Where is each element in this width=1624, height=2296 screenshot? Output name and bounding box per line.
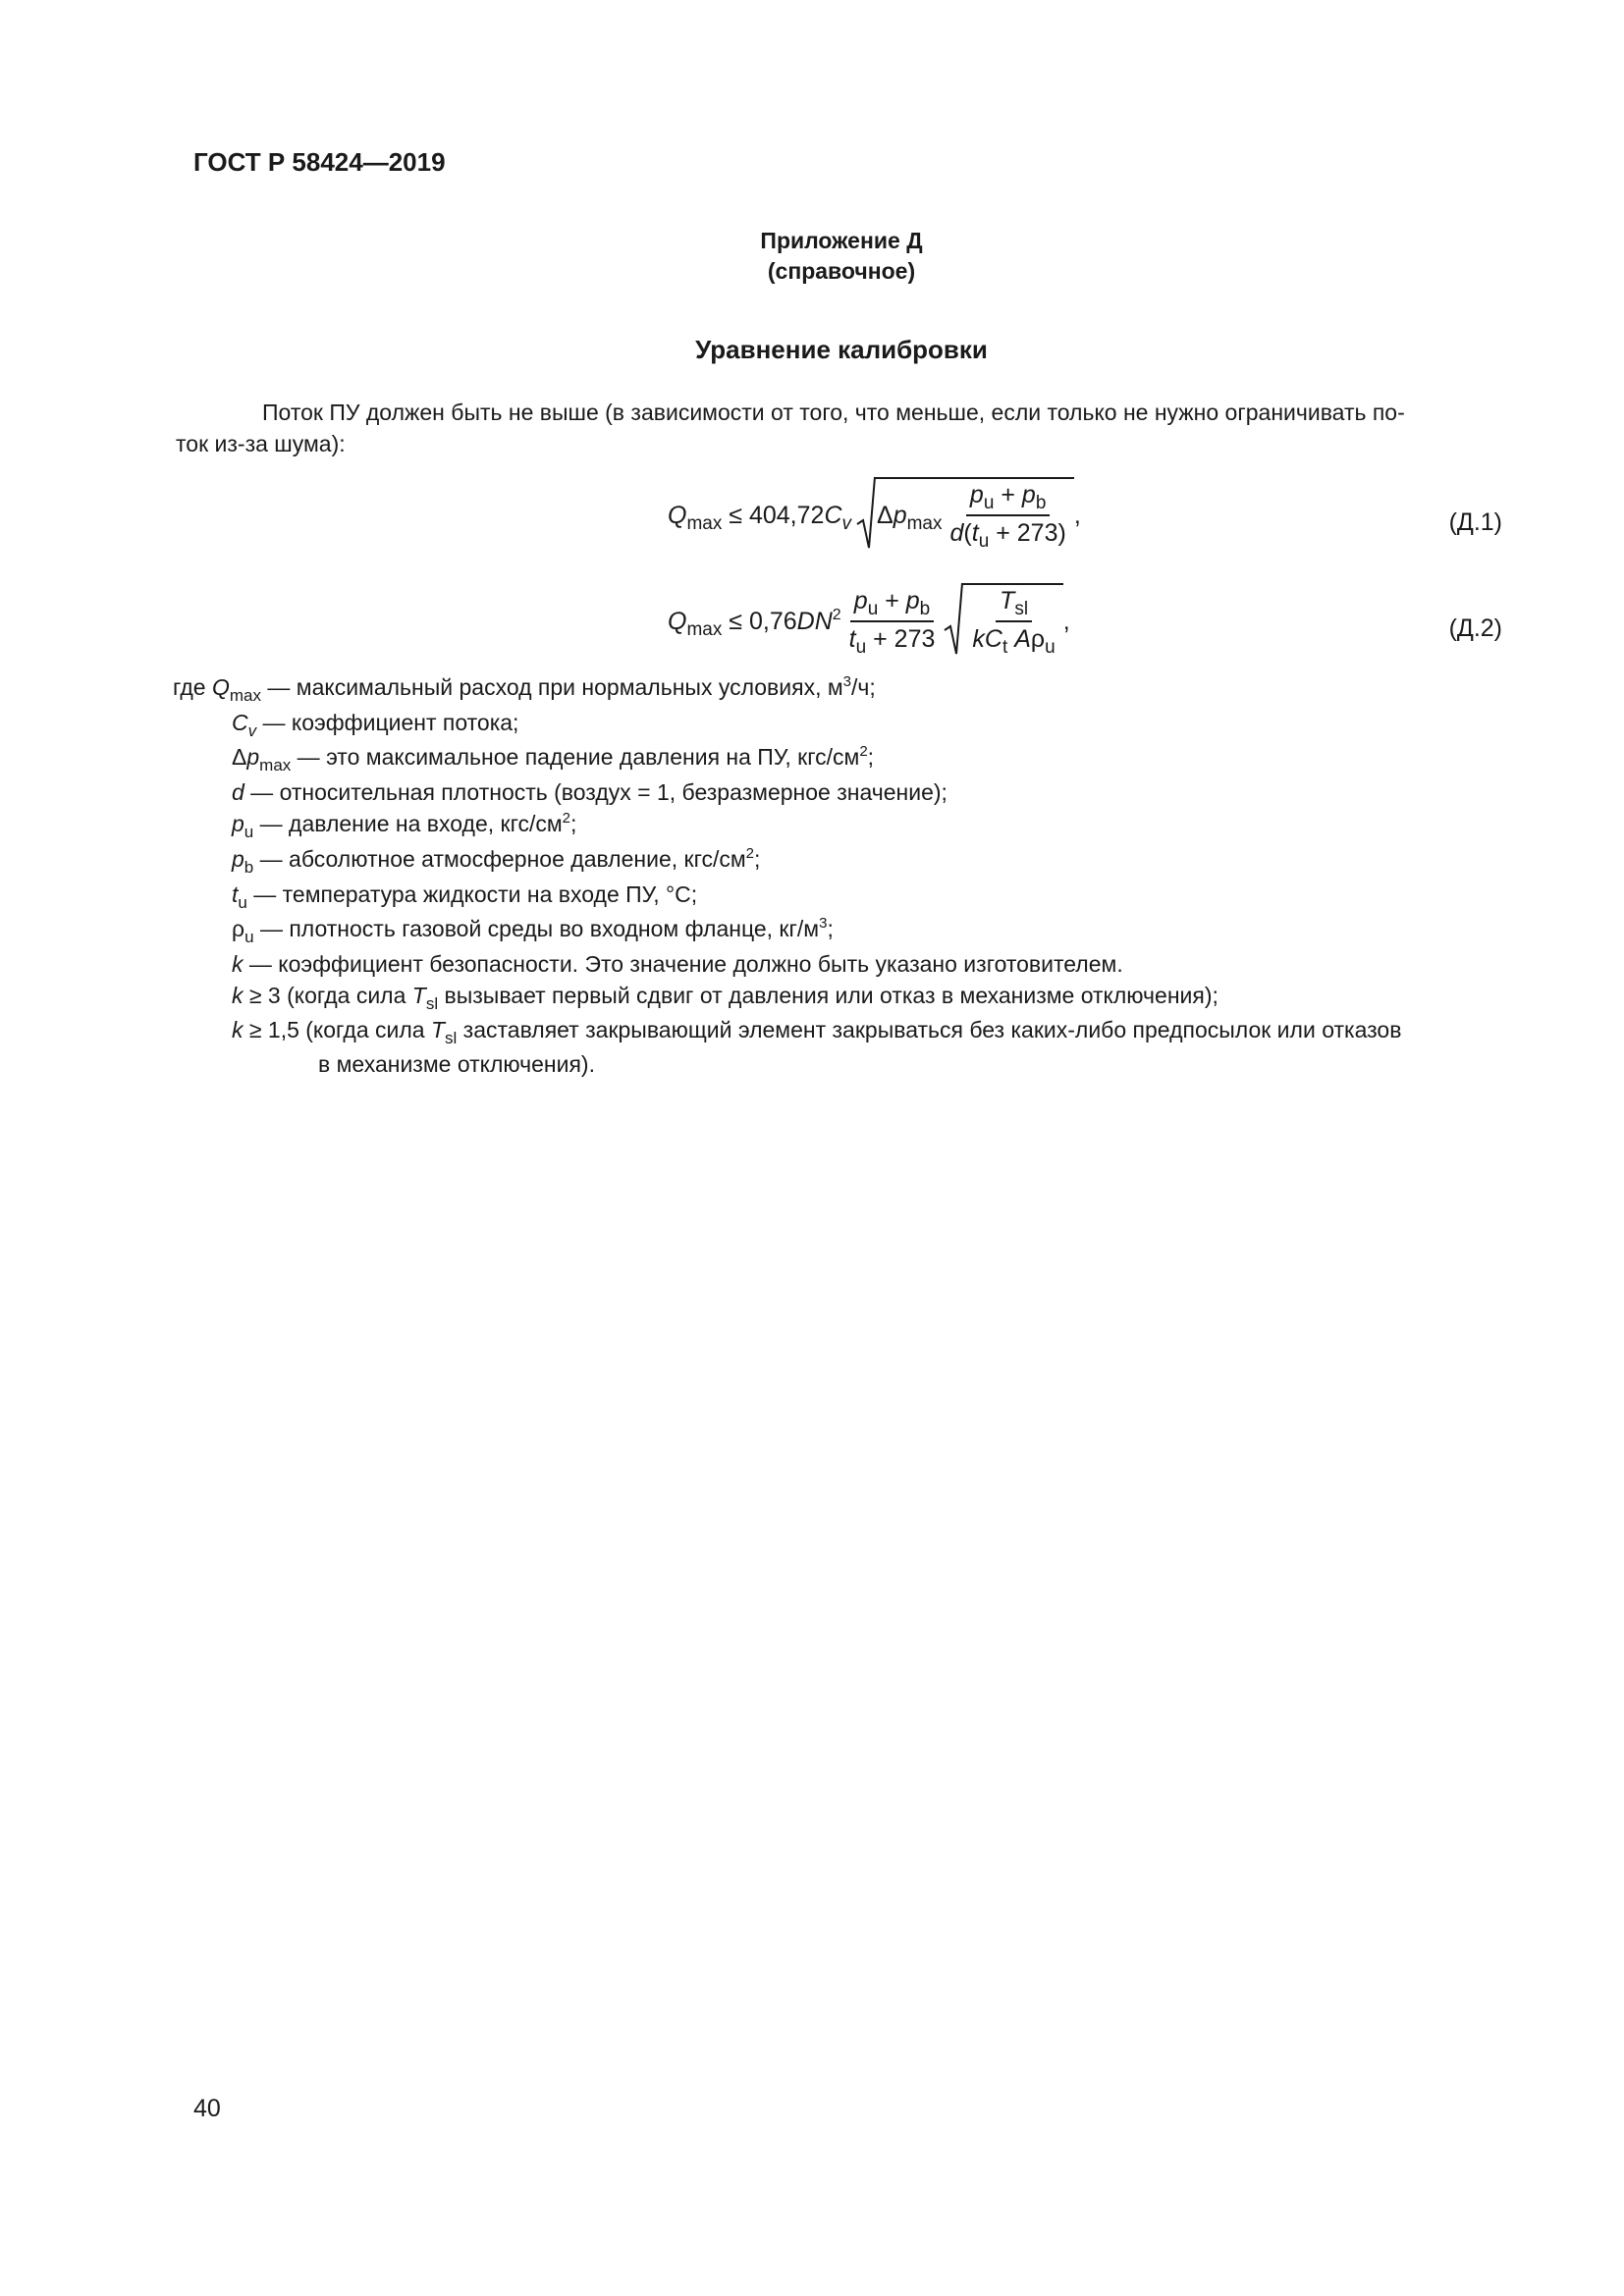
equation-d2: $Q_{max} \le 0,76DN^2$ $\frac{p_u + p_b}{t_u + 273}$ $\frac{T_{sl}}{kC_t A\rho_u}$ , <box>668 587 1070 656</box>
legend-item: где $Q_{max}$ — максимальный расход при нормальных условиях, $м^3/ч$; <box>173 673 876 705</box>
radical-sign <box>855 475 877 554</box>
legend-item: d — относительная плотность (воздух = 1, безразмерное значение); <box>232 779 947 805</box>
annex-title: Приложение Д <box>760 228 923 253</box>
intro-line-1: Поток ПУ должен быть не выше (в зависимости от того, что меньше, если только не нужно ограничивать по- <box>262 400 1405 425</box>
fraction: $\frac{p_u + p_b}{t_u + 273}$ <box>848 587 936 658</box>
legend-item: k ≥ 1,5 (когда сила $T_{sl}$ заставляет закрывающий элемент закрываться без каких-либо предпосылок или отказов <box>232 1017 1402 1047</box>
radical-sign <box>943 581 964 660</box>
legend-item: k — коэффициент безопасности. Это значение должно быть указано изготовителем. <box>232 951 1123 977</box>
intro-line-2: ток из-за шума): <box>176 431 346 456</box>
equation-number-d1: (Д.1) <box>1448 508 1502 536</box>
legend-item: k ≥ 3 (когда сила $T_{sl}$ вызывает первый сдвиг от давления или отказ в механизме отключения); <box>232 983 1218 1013</box>
legend-item: $p_b$ — абсолютное атмосферное давление, кгс/$см^2$; <box>232 845 761 877</box>
equation-number-d2: (Д.2) <box>1448 614 1502 642</box>
legend-item: $t_u$ — температура жидкости на входе ПУ, °С; <box>232 881 698 912</box>
page-number: 40 <box>193 2095 221 2122</box>
legend-item: $C_v$ — коэффициент потока; <box>232 710 519 740</box>
symbol-legend <box>173 671 1547 1080</box>
document-code: ГОСТ Р 58424—2019 <box>193 147 446 177</box>
legend-continuation: в механизме отключения). <box>318 1051 595 1077</box>
intro-paragraph <box>176 397 1511 459</box>
fraction: $\frac{p_u + p_b}{d(t_u + 273)}$ <box>949 481 1066 552</box>
section-title: Уравнение калибровки <box>695 335 988 364</box>
annex-type: (справочное) <box>767 258 916 284</box>
equation-d1: $Q_{max} \le 404,72C_v$ $\Delta p_{max}$ $\frac{p_u + p_b}{d(t_u + 273)}$ , <box>668 481 1081 550</box>
legend-item: $\Delta p_{max}$ — это максимальное падение давления на ПУ, кгс/$см^2$; <box>232 743 875 774</box>
legend-item: $p_u$ — давление на входе, кгс/$см^2$; <box>232 810 577 841</box>
fraction: $\frac{T_{sl}}{kC_t A\rho_u}$ <box>972 587 1056 658</box>
legend-item: $\rho_u$ — плотность газовой среды во входном фланце, $кг/м^3$; <box>232 915 834 946</box>
